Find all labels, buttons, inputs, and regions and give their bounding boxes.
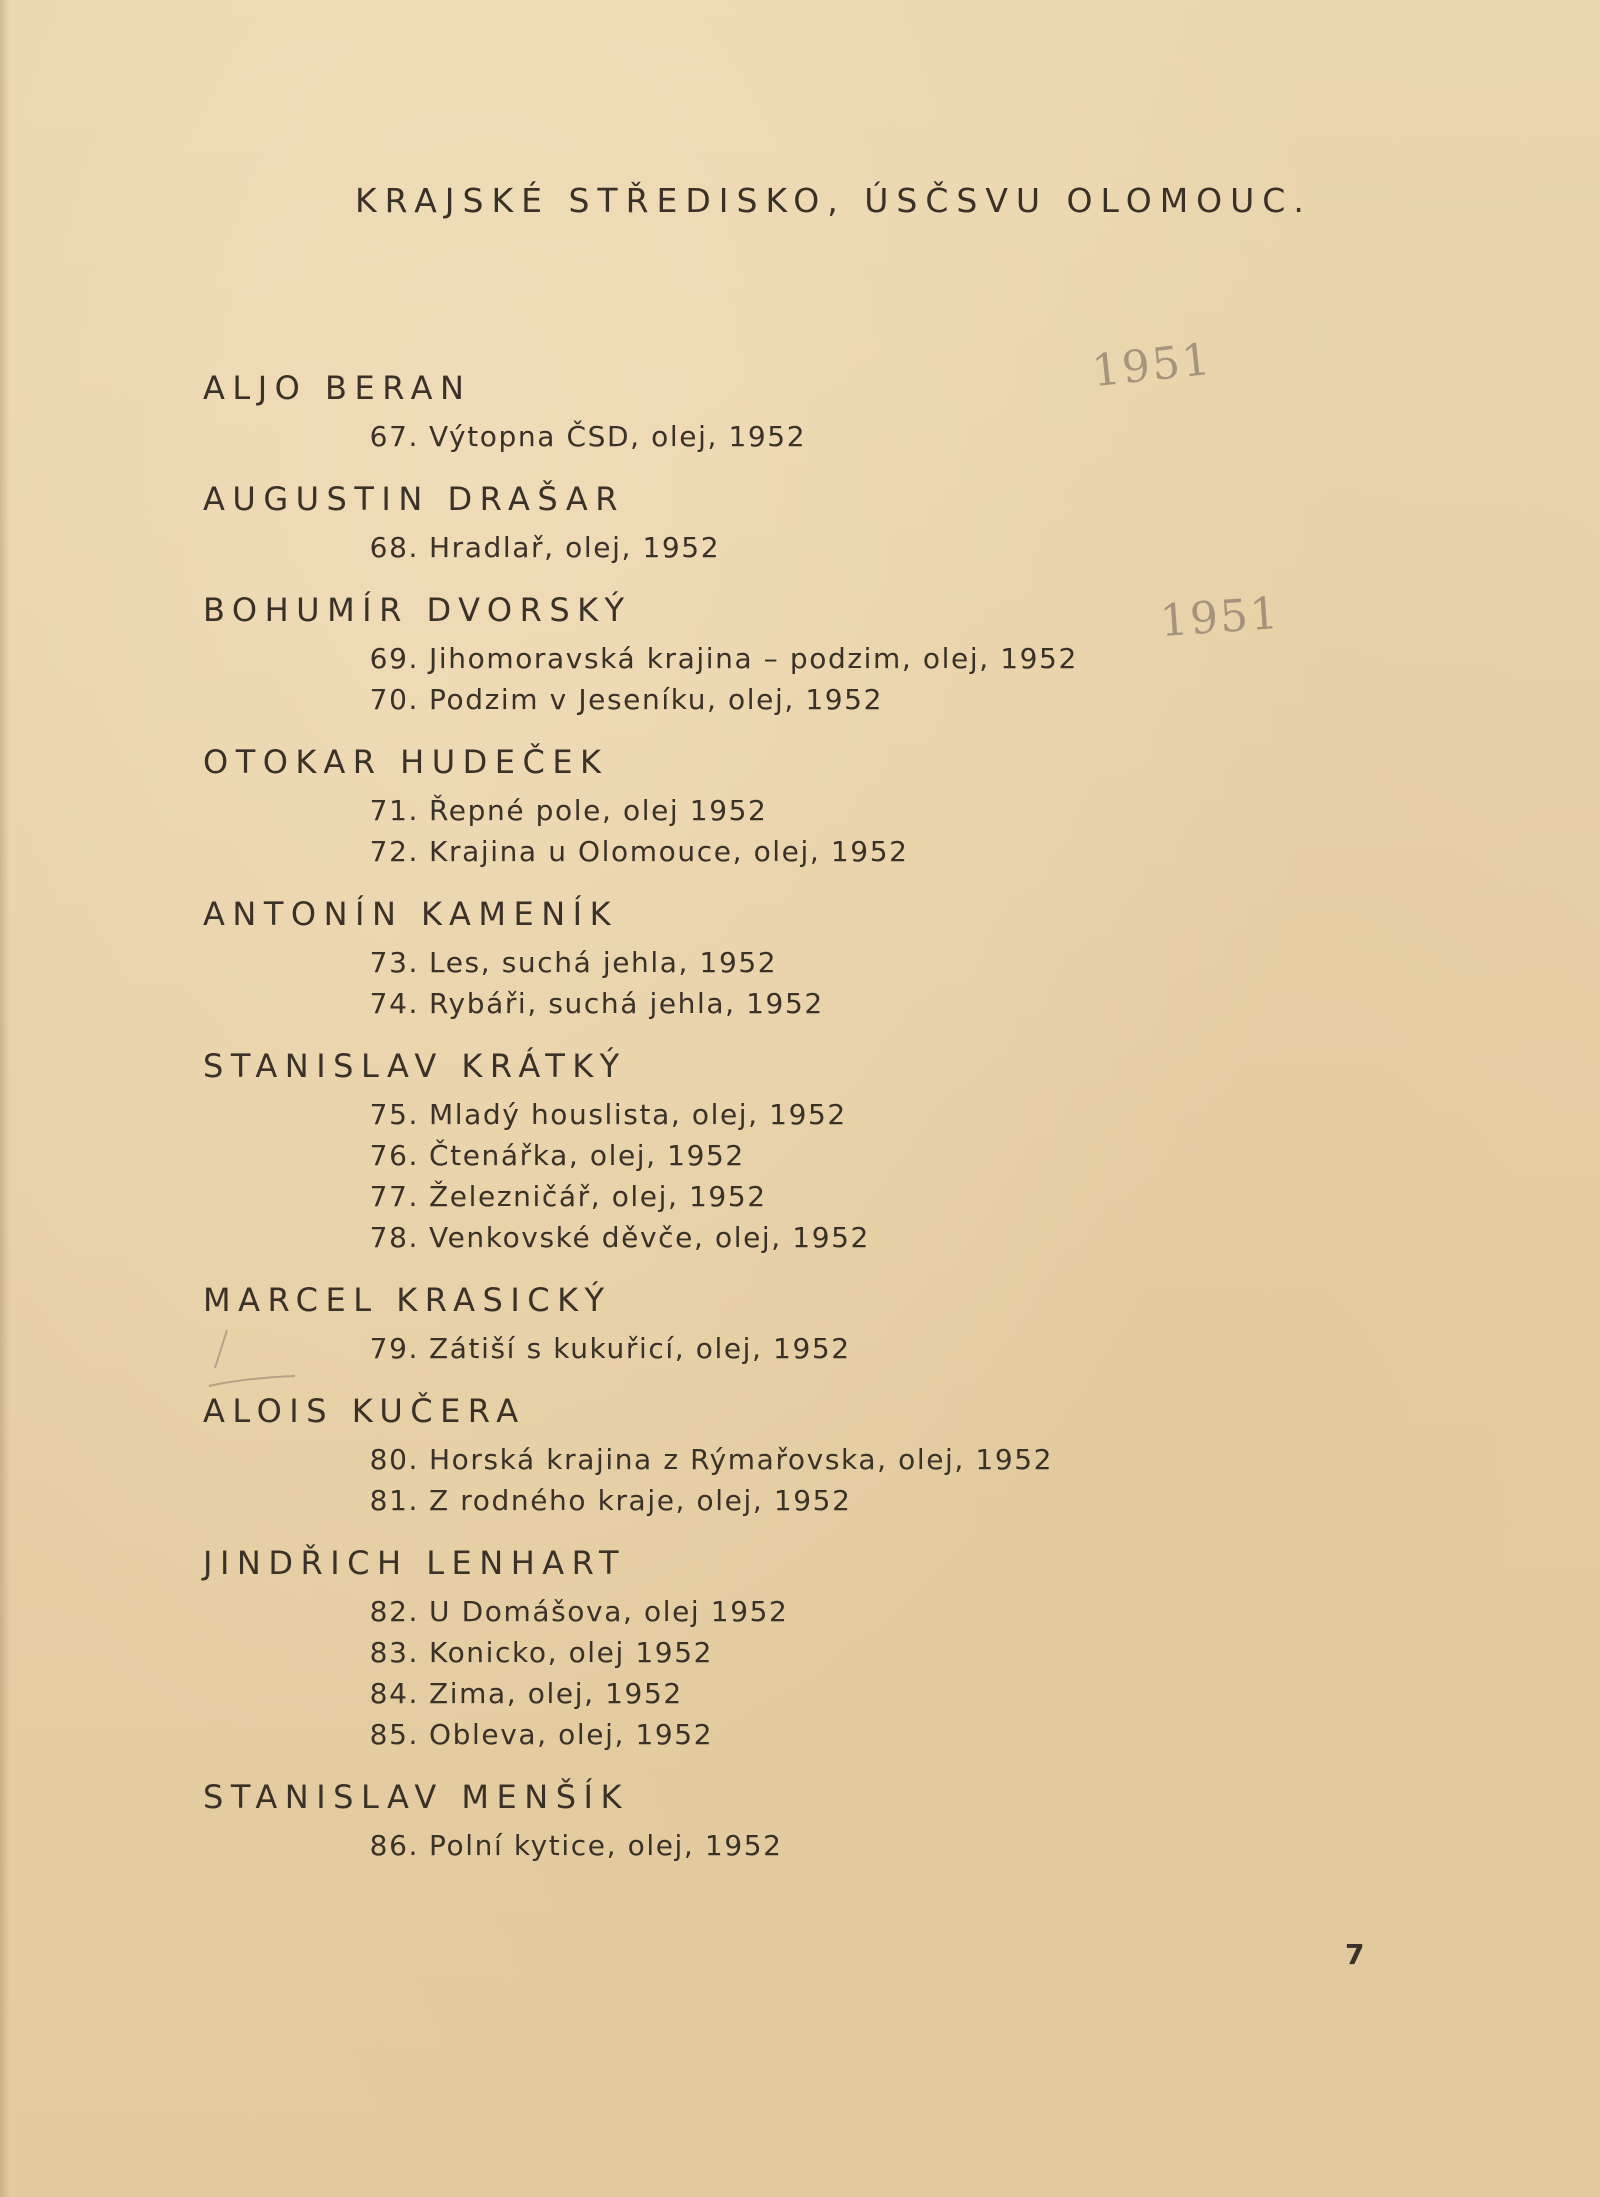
work-item bbox=[363, 1480, 1203, 1521]
work-item bbox=[363, 1094, 1203, 1135]
work-number: 86. bbox=[369, 1829, 419, 1862]
artist-name: MARCEL KRASICKÝ bbox=[203, 1281, 612, 1319]
artist-name: ALOIS KUČERA bbox=[203, 1392, 526, 1430]
work-number: 78. bbox=[369, 1221, 419, 1254]
works-list bbox=[363, 1821, 1203, 1866]
artist-name: OTOKAR HUDEČEK bbox=[203, 743, 609, 781]
artist-name: STANISLAV MENŠÍK bbox=[203, 1778, 629, 1816]
work-item bbox=[363, 1591, 1203, 1632]
work-number: 79. bbox=[369, 1332, 419, 1365]
work-title: Horská krajina z Rýmařovska, olej, 1952 bbox=[429, 1443, 1054, 1476]
artist-name: BOHUMÍR DVORSKÝ bbox=[203, 591, 632, 629]
work-item bbox=[363, 1439, 1203, 1480]
artist-section bbox=[203, 1773, 1203, 1866]
page-number: 7 bbox=[1345, 1938, 1365, 1971]
work-title: Konicko, olej 1952 bbox=[429, 1636, 714, 1669]
work-item bbox=[363, 831, 1203, 872]
work-item bbox=[363, 1673, 1203, 1714]
works-list bbox=[363, 786, 1203, 872]
artist-section bbox=[203, 1539, 1203, 1755]
artist-name: ALJO BERAN bbox=[203, 369, 472, 407]
work-title: Obleva, olej, 1952 bbox=[429, 1718, 714, 1751]
work-title: Krajina u Olomouce, olej, 1952 bbox=[429, 835, 909, 868]
work-number: 80. bbox=[369, 1443, 419, 1476]
artist-section bbox=[203, 1387, 1203, 1521]
work-item bbox=[363, 1825, 1203, 1866]
artwork-list bbox=[203, 364, 1203, 1884]
artist-name: ANTONÍN KAMENÍK bbox=[203, 895, 619, 933]
work-item bbox=[363, 1176, 1203, 1217]
works-list bbox=[363, 1587, 1203, 1755]
artist-section bbox=[203, 738, 1203, 872]
work-title: Polní kytice, olej, 1952 bbox=[429, 1829, 783, 1862]
works-list bbox=[363, 412, 1203, 457]
work-title: Podzim v Jeseníku, olej, 1952 bbox=[429, 683, 884, 716]
works-list bbox=[363, 1324, 1203, 1369]
work-title: Řepné pole, olej 1952 bbox=[429, 794, 768, 827]
work-title: Rybáři, suchá jehla, 1952 bbox=[429, 987, 824, 1020]
work-number: 84. bbox=[369, 1677, 419, 1710]
artist-section bbox=[203, 586, 1203, 720]
work-title: Železničář, olej, 1952 bbox=[429, 1180, 767, 1213]
work-number: 83. bbox=[369, 1636, 419, 1669]
work-number: 71. bbox=[369, 794, 419, 827]
works-list bbox=[363, 1435, 1203, 1521]
works-list bbox=[363, 938, 1203, 1024]
artist-section bbox=[203, 475, 1203, 568]
work-number: 81. bbox=[369, 1484, 419, 1517]
work-title: Výtopna ČSD, olej, 1952 bbox=[429, 420, 807, 453]
work-title: Hradlař, olej, 1952 bbox=[429, 531, 721, 564]
work-item bbox=[363, 1328, 1203, 1369]
work-number: 76. bbox=[369, 1139, 419, 1172]
work-title: Mladý houslista, olej, 1952 bbox=[429, 1098, 847, 1131]
works-list bbox=[363, 634, 1203, 720]
work-title: Z rodného kraje, olej, 1952 bbox=[429, 1484, 852, 1517]
pencil-annotation: 1951 bbox=[1158, 587, 1282, 648]
work-number: 69. bbox=[369, 642, 419, 675]
work-title: Zima, olej, 1952 bbox=[429, 1677, 683, 1710]
work-title: U Domášova, olej 1952 bbox=[429, 1595, 789, 1628]
artist-section bbox=[203, 1042, 1203, 1258]
work-title: Jihomoravská krajina – podzim, olej, 1952 bbox=[429, 642, 1078, 675]
work-number: 73. bbox=[369, 946, 419, 979]
work-item bbox=[363, 790, 1203, 831]
work-item bbox=[363, 416, 1203, 457]
work-title: Venkovské děvče, olej, 1952 bbox=[429, 1221, 870, 1254]
work-item bbox=[363, 638, 1203, 679]
artist-section bbox=[203, 890, 1203, 1024]
artist-section bbox=[203, 364, 1203, 457]
work-title: Les, suchá jehla, 1952 bbox=[429, 946, 778, 979]
work-item bbox=[363, 1217, 1203, 1258]
works-list bbox=[363, 523, 1203, 568]
artist-section bbox=[203, 1276, 1203, 1369]
work-number: 85. bbox=[369, 1718, 419, 1751]
paper-edge-shadow bbox=[0, 0, 10, 2197]
work-number: 70. bbox=[369, 683, 419, 716]
work-item bbox=[363, 942, 1203, 983]
work-item bbox=[363, 983, 1203, 1024]
work-item bbox=[363, 679, 1203, 720]
work-title: Zátiší s kukuřicí, olej, 1952 bbox=[429, 1332, 851, 1365]
work-title: Čtenářka, olej, 1952 bbox=[429, 1139, 745, 1172]
work-number: 68. bbox=[369, 531, 419, 564]
work-number: 82. bbox=[369, 1595, 419, 1628]
work-number: 67. bbox=[369, 420, 419, 453]
pencil-annotation: 1951 bbox=[1089, 333, 1215, 398]
page-header: KRAJSKÉ STŘEDISKO, ÚSČSVU OLOMOUC. bbox=[355, 181, 1312, 220]
work-item bbox=[363, 1632, 1203, 1673]
work-item bbox=[363, 1714, 1203, 1755]
work-number: 72. bbox=[369, 835, 419, 868]
artist-name: JINDŘICH LENHART bbox=[203, 1544, 627, 1582]
artist-name: STANISLAV KRÁTKÝ bbox=[203, 1047, 627, 1085]
work-item bbox=[363, 1135, 1203, 1176]
works-list bbox=[363, 1090, 1203, 1258]
work-item bbox=[363, 527, 1203, 568]
work-number: 74. bbox=[369, 987, 419, 1020]
artist-name: AUGUSTIN DRAŠAR bbox=[203, 480, 625, 518]
work-number: 75. bbox=[369, 1098, 419, 1131]
work-number: 77. bbox=[369, 1180, 419, 1213]
